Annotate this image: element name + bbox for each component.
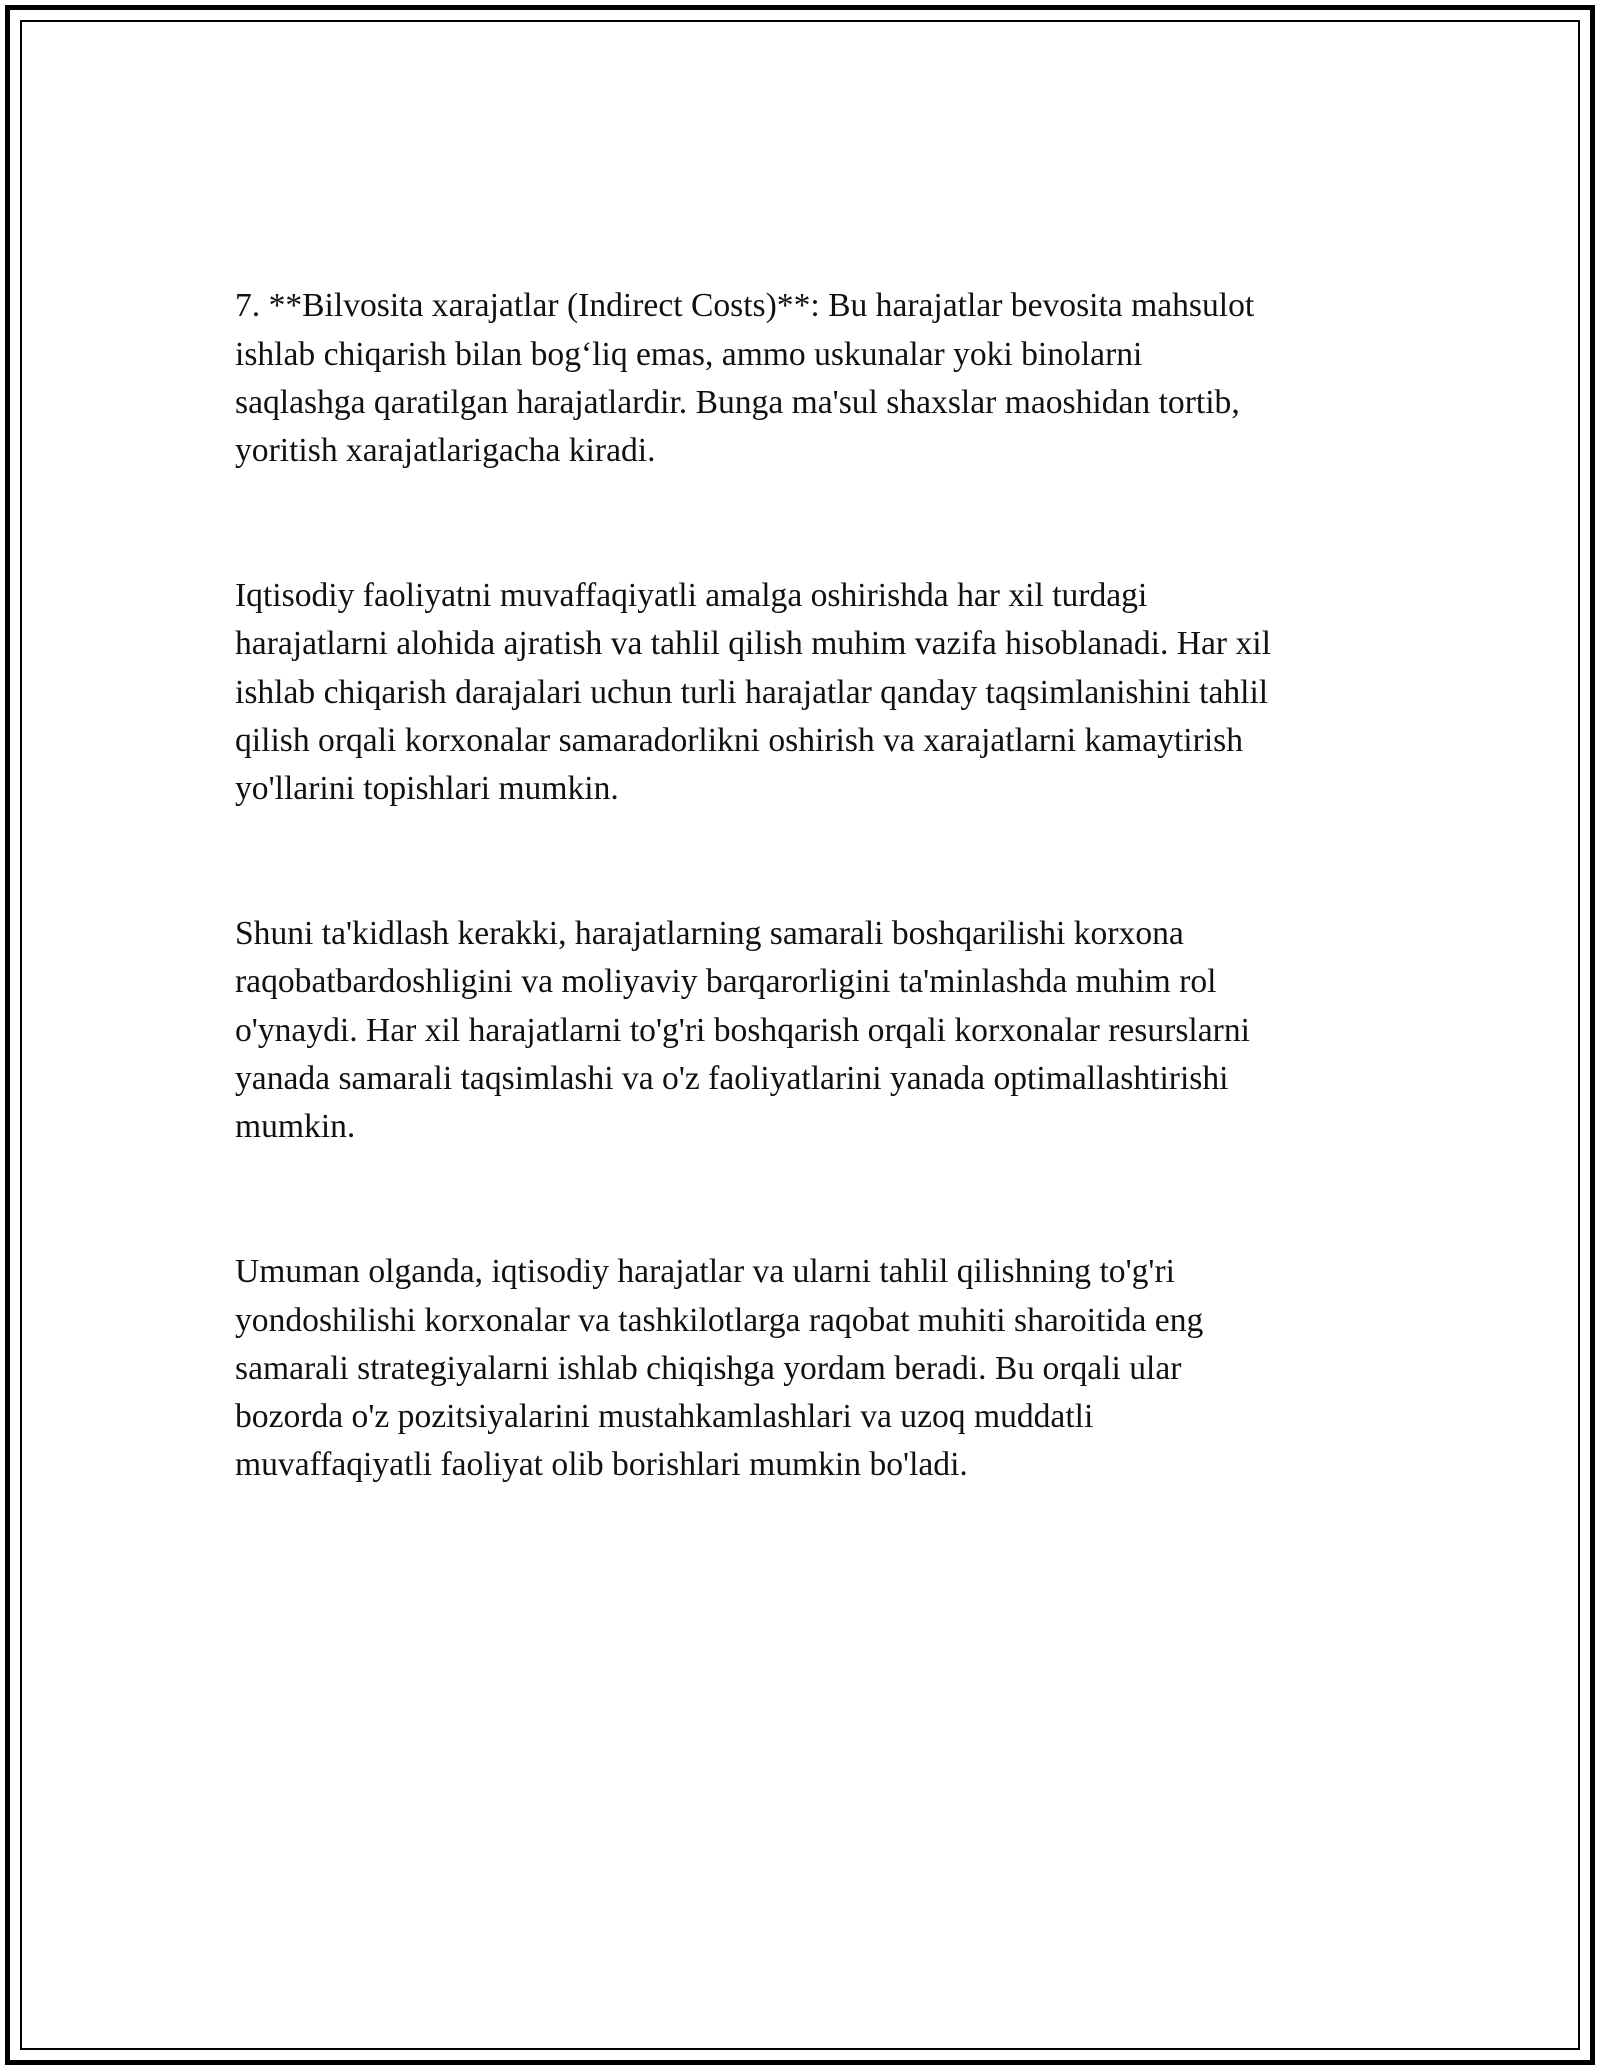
paragraph-economic-activity: Iqtisodiy faoliyatni muvaffaqiyatli amalga oshirishda har xil turdagi harajatlarni alohida ajratish va tahlil qilish muhim vazifa hisoblanadi. Har xil ishlab chiqarish darajalari uchun turli harajatlar qanday taqsimlanishini tahlil qilish orqali korxonalar samaradorlikni oshirish va xarajatlarni kamaytirish yo'llarini topishlari mumkin. <box>235 577 1271 808</box>
paragraph-cost-management: Shuni ta'kidlash kerakki, harajatlarning samarali boshqarilishi korxona raqobatbardoshligini va moliyaviy barqarorligini ta'minlashda muhim rol o'ynaydi. Har xil harajatlarni to'g'ri boshqarish orqali korxonalar resurslarni yanada samarali taqsimlashi va o'z faoliyatlarini yanada optimallashtirishi mumkin. <box>235 915 1250 1146</box>
document-body <box>235 234 1370 1586</box>
paragraph-indirect-costs: 7. **Bilvosita xarajatlar (Indirect Costs)**: Bu harajatlar bevosita mahsulot ishlab chiqarish bilan bog‘liq emas, ammo uskunalar yoki binolarni saqlashga qaratilgan harajatlardir. Bunga ma'sul shaxslar maoshidan tortib, yoritish xarajatlarigacha kiradi. <box>235 287 1255 470</box>
paragraph-conclusion: Umuman olganda, iqtisodiy harajatlar va ularni tahlil qilishning to'g'ri yondoshilishi korxonalar va tashkilotlarga raqobat muhiti sharoitida eng samarali strategiyalarni ishlab chiqishga yordam beradi. Bu orqali ular bozorda o'z pozitsiyalarini mustahkamlashlari va uzoq muddatli muvaffaqiyatli faoliyat olib borishlari mumkin bo'ladi. <box>235 1253 1204 1484</box>
